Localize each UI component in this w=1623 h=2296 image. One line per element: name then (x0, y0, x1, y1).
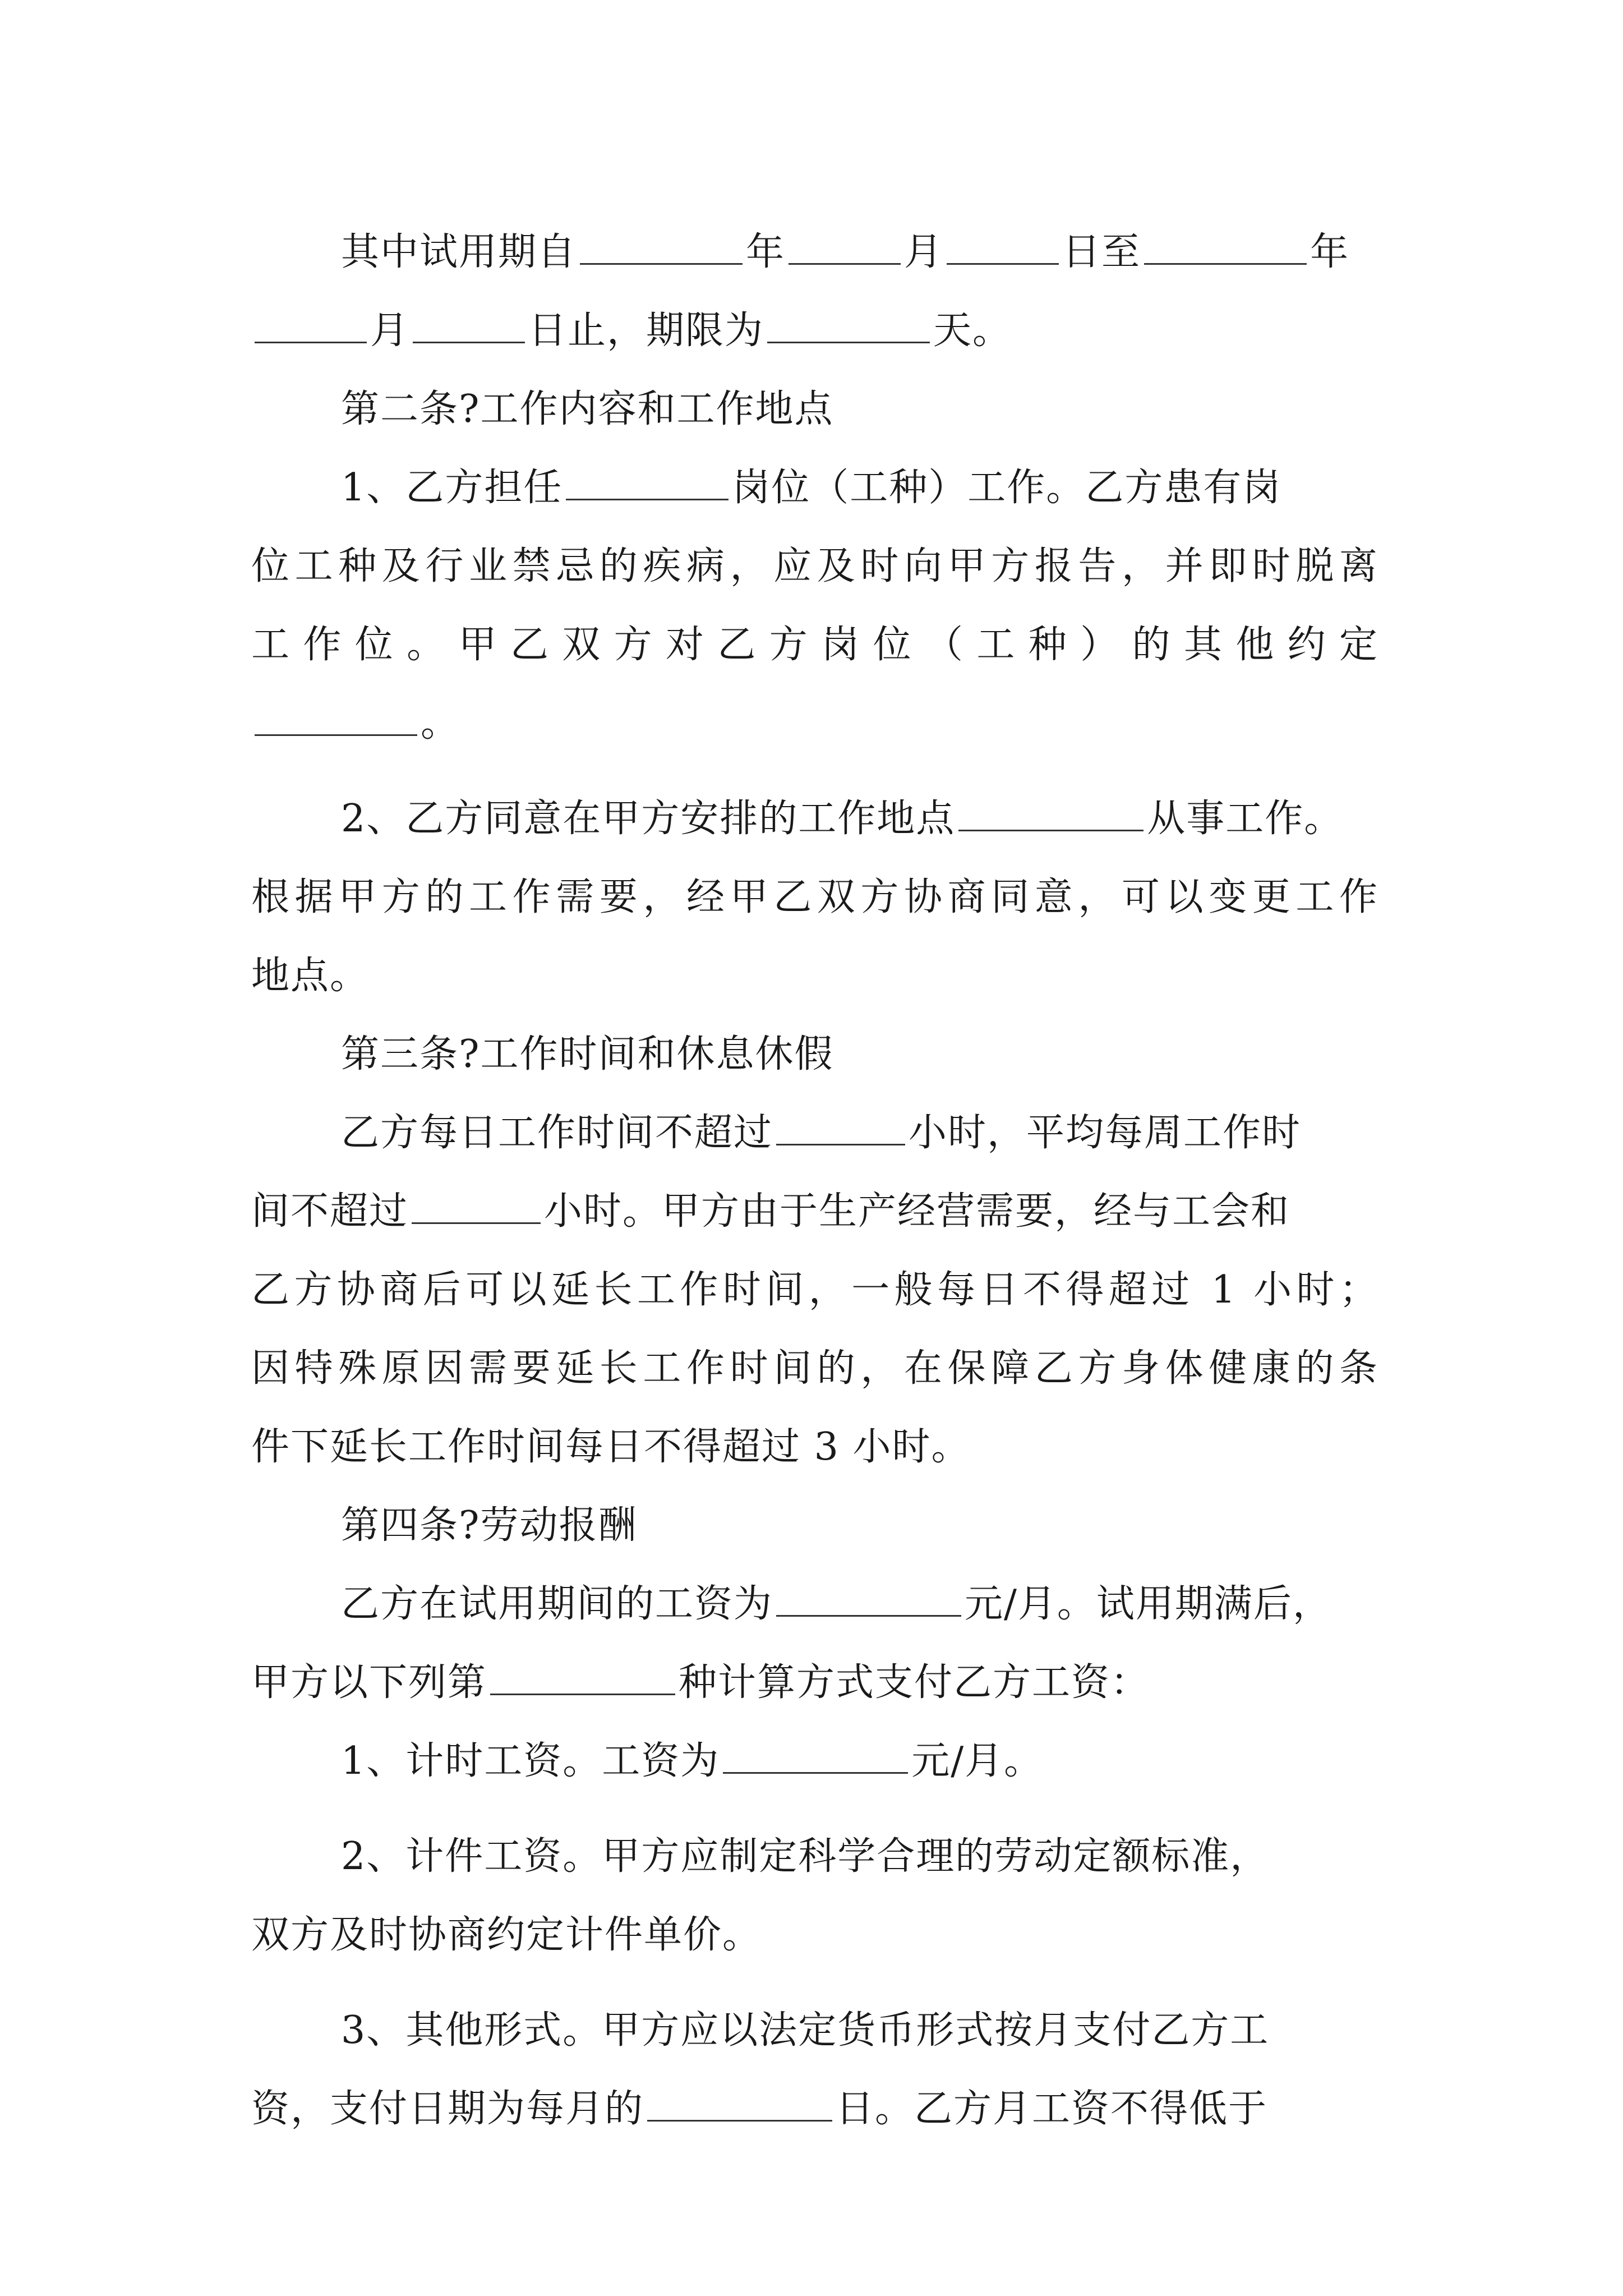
blank-field (255, 307, 367, 343)
paragraph-line (251, 2070, 1378, 2148)
paragraph-line: 件下延长工作时间每日不得超过 3 小时。 (251, 1425, 971, 1469)
paragraph-line: 乙方协商后可以延长工作时间，一般每日不得超过 1 小时； (251, 1268, 1378, 1312)
paragraph-line (251, 1172, 1378, 1251)
paragraph-line: 2、计件工资。甲方应制定科学合理的劳动定额标准， (341, 1834, 1270, 1879)
section-heading: 第三条?工作时间和休息休假 (341, 1032, 834, 1076)
paragraph-line (251, 780, 1378, 858)
paragraph-line (251, 684, 1378, 763)
paragraph-line: 工作位。甲乙双方对乙方岗位（工种）的其他约定 (251, 623, 1378, 667)
text: 间不超过 (251, 1189, 409, 1234)
blank-field (580, 228, 743, 265)
text: 月 (370, 309, 410, 353)
text: 2、乙方同意在甲方安排的工作地点 (341, 797, 956, 841)
blank-field (789, 228, 901, 265)
section-heading: 第二条?工作内容和工作地点 (341, 387, 834, 431)
text: 乙方每日工作时间不超过 (341, 1111, 773, 1155)
document-page (251, 213, 1378, 2148)
text: 其中试用期自 (341, 230, 577, 274)
paragraph-line: 位工种及行业禁忌的疾病，应及时向甲方报告，并即时脱离 (251, 544, 1378, 588)
blank-field (958, 795, 1144, 831)
blank-field (412, 1188, 541, 1224)
paragraph-line (251, 1722, 1378, 1801)
blank-field (413, 307, 525, 343)
blank-field (647, 2085, 832, 2122)
text: 。 (421, 701, 460, 746)
text: 日。乙方月工资不得低于 (836, 2087, 1268, 2131)
blank-field (947, 228, 1059, 265)
paragraph-line (251, 1644, 1378, 1722)
section-heading: 第四条?劳动报酬 (341, 1503, 638, 1548)
blank-field (255, 700, 417, 736)
text: 元/月。试用期满后， (965, 1582, 1332, 1626)
text: 日止，期限为 (528, 309, 764, 353)
text: 种计算方式支付乙方工资： (679, 1660, 1150, 1705)
blank-field (490, 1659, 675, 1695)
text: 岗位（工种）工作。乙方患有岗 (732, 466, 1282, 510)
text: 元/月。 (911, 1739, 1044, 1783)
text: 乙方在试用期间的工资为 (341, 1582, 773, 1626)
text: 天。 (933, 309, 1012, 353)
paragraph-line (251, 213, 1378, 292)
blank-field (1144, 228, 1307, 265)
blank-field (776, 1109, 905, 1145)
text: 年 (746, 230, 786, 274)
text: 甲方以下列第 (251, 1660, 487, 1705)
blank-field (566, 464, 728, 500)
blank-field (776, 1580, 961, 1617)
paragraph-line: 因特殊原因需要延长工作时间的，在保障乙方身体健康的条 (251, 1346, 1378, 1391)
text: 1、乙方担任 (341, 466, 563, 510)
paragraph-line: 地点。 (251, 954, 370, 998)
paragraph-line (251, 1094, 1378, 1172)
text: 从事工作。 (1147, 797, 1344, 841)
paragraph-line: 根据甲方的工作需要，经甲乙双方协商同意，可以变更工作 (251, 875, 1378, 919)
paragraph-line: 双方及时协商约定计件单价。 (251, 1913, 762, 1957)
paragraph-line (251, 292, 1378, 370)
text: 日至 (1062, 230, 1141, 274)
blank-field (723, 1737, 908, 1774)
paragraph-line: 3、其他形式。甲方应以法定货币形式按月支付乙方工 (341, 2008, 1270, 2053)
text: 小时。甲方由于生产经营需要，经与工会和 (544, 1189, 1290, 1234)
text: 小时，平均每周工作时 (909, 1111, 1302, 1155)
blank-field (767, 307, 930, 343)
text: 1、计时工资。工资为 (341, 1739, 720, 1783)
paragraph-line (251, 449, 1378, 527)
paragraph-line (251, 1565, 1378, 1644)
text: 资，支付日期为每月的 (251, 2087, 644, 2131)
text: 年 (1310, 230, 1350, 274)
text: 月 (904, 230, 944, 274)
